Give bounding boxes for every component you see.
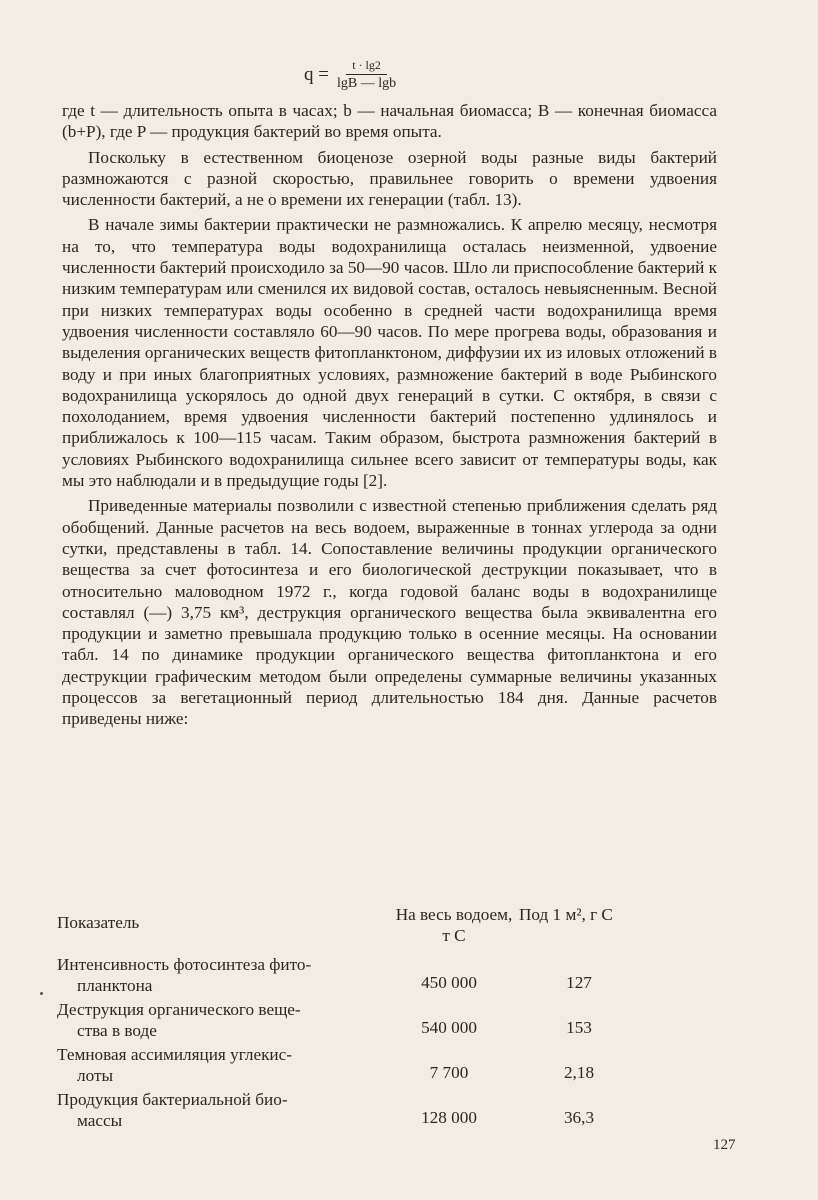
- row-value-reservoir: 7 700: [429, 1063, 469, 1082]
- row-value-per-m2: 36,3: [563, 1108, 595, 1127]
- paragraph-doubling-time: Поскольку в естественном биоценозе озерной воды разные виды бактерий размножаются с разной скоростью, правильнее говорить о времени удвоения численности бактерий, а не о времени их генерации (табл. 13).: [62, 147, 717, 210]
- table-row: [57, 950, 657, 995]
- row-label: [57, 1089, 402, 1131]
- row-value-per-m2: 153: [566, 1018, 592, 1037]
- row-value-per-m2: 127: [566, 973, 592, 992]
- row-label-line1: Продукция бактериальной био-: [57, 1090, 288, 1109]
- row-label: [57, 999, 402, 1041]
- row-label-line2: ства в воде: [77, 1021, 157, 1040]
- header-per-square-meter: Под 1 м², г С: [519, 905, 613, 924]
- row-label-line2: лоты: [77, 1066, 114, 1085]
- table-row: [57, 1085, 657, 1130]
- generation-time-formula: [304, 58, 396, 92]
- row-label-line1: Интенсивность фотосинтеза фито-: [57, 955, 312, 974]
- row-value-reservoir: 128 000: [421, 1108, 477, 1127]
- formula-lhs: q =: [304, 64, 329, 85]
- row-label-line1: Темновая ассимиляция углекис-: [57, 1045, 292, 1064]
- header-whole-reservoir: На весь водоем, т С: [395, 905, 513, 945]
- row-label: [57, 954, 402, 996]
- table-row: [57, 995, 657, 1040]
- row-label-line2: массы: [77, 1111, 123, 1130]
- paragraph-seasonal-dynamics: В начале зимы бактерии практически не размножались. К апрелю месяцу, несмотря на то, что температура воды водохранилища осталась неизменной, удвоение численности бактерий происходило за 50—90 часов. Шло ли приспособление бактерий к низким температурам или сменился их видовой состав, осталось невыясненным. Весной при низких температурах воды особенно в средней части водохранилища время удвоения численности составляло 60—90 часов. По мере прогрева воды, образования и выделения органических веществ фитопланктоном, диффузии их из иловых отложений в воду и при иных благоприятных условиях, размножение бактерий в воде Рыбинского водохранилища ускорялось до одной двух генераций в сутки. С октября, в связи с похолоданием, время удвоения численности бактерий постепенно удлинялось и приближалось к 100—115 часам. Таким образом, быстрота размножения бактерий в условиях Рыбинского водохранилища сильнее всего зависит от температуры воды, как мы это наблюдали и в предыдущие годы [2].: [62, 215, 717, 491]
- table-header: [57, 904, 657, 950]
- formula-denominator: lgB — lgb: [336, 76, 397, 91]
- paragraph-generalizations: Приведенные материалы позволили с известной степенью приближения сделать ряд обобщений. Данные расчетов на весь водоем, выраженные в тоннах углерода за одни сутки, представлены в табл. 14. Сопоставление величины продукции органического вещества за счет фотосинтеза и его биологической деструкции показывает, что в относительно маловодном 1972 г., когда годовой баланс воды в водохранилище составлял (—) 3,75 км³, деструкция органического вещества была эквивалентна его продукции и заметно превышала продукцию только в осенние месяцы. На основании табл. 14 по динамике продукции органического вещества фитопланктона и его деструкции графическим методом были определены суммарные величины указанных процессов за вегетационный период длительностью 184 дня. Данные расчетов приведены ниже:: [62, 496, 717, 729]
- formula-fraction: [337, 58, 396, 92]
- row-label: [57, 1044, 402, 1086]
- row-value-per-m2: 2,18: [563, 1063, 595, 1082]
- table-row: [57, 1040, 657, 1085]
- summary-table: [57, 904, 657, 1130]
- row-label-line1: Деструкция органического веще-: [57, 1000, 301, 1019]
- page-number: 127: [713, 1137, 736, 1153]
- paragraph-formula-legend: где t — длительность опыта в часах; b — начальная биомасса; B — конечная биомасса (b+P), где P — продукция бактерий во время опыта.: [62, 101, 717, 142]
- row-value-reservoir: 450 000: [421, 973, 477, 992]
- row-value-reservoir: 540 000: [421, 1018, 477, 1037]
- body-text: [62, 100, 717, 730]
- formula-numerator: t · lg2: [346, 58, 387, 75]
- header-indicator: Показатель: [57, 913, 140, 932]
- row-label-line2: планктона: [77, 976, 153, 995]
- print-speck: [40, 992, 43, 995]
